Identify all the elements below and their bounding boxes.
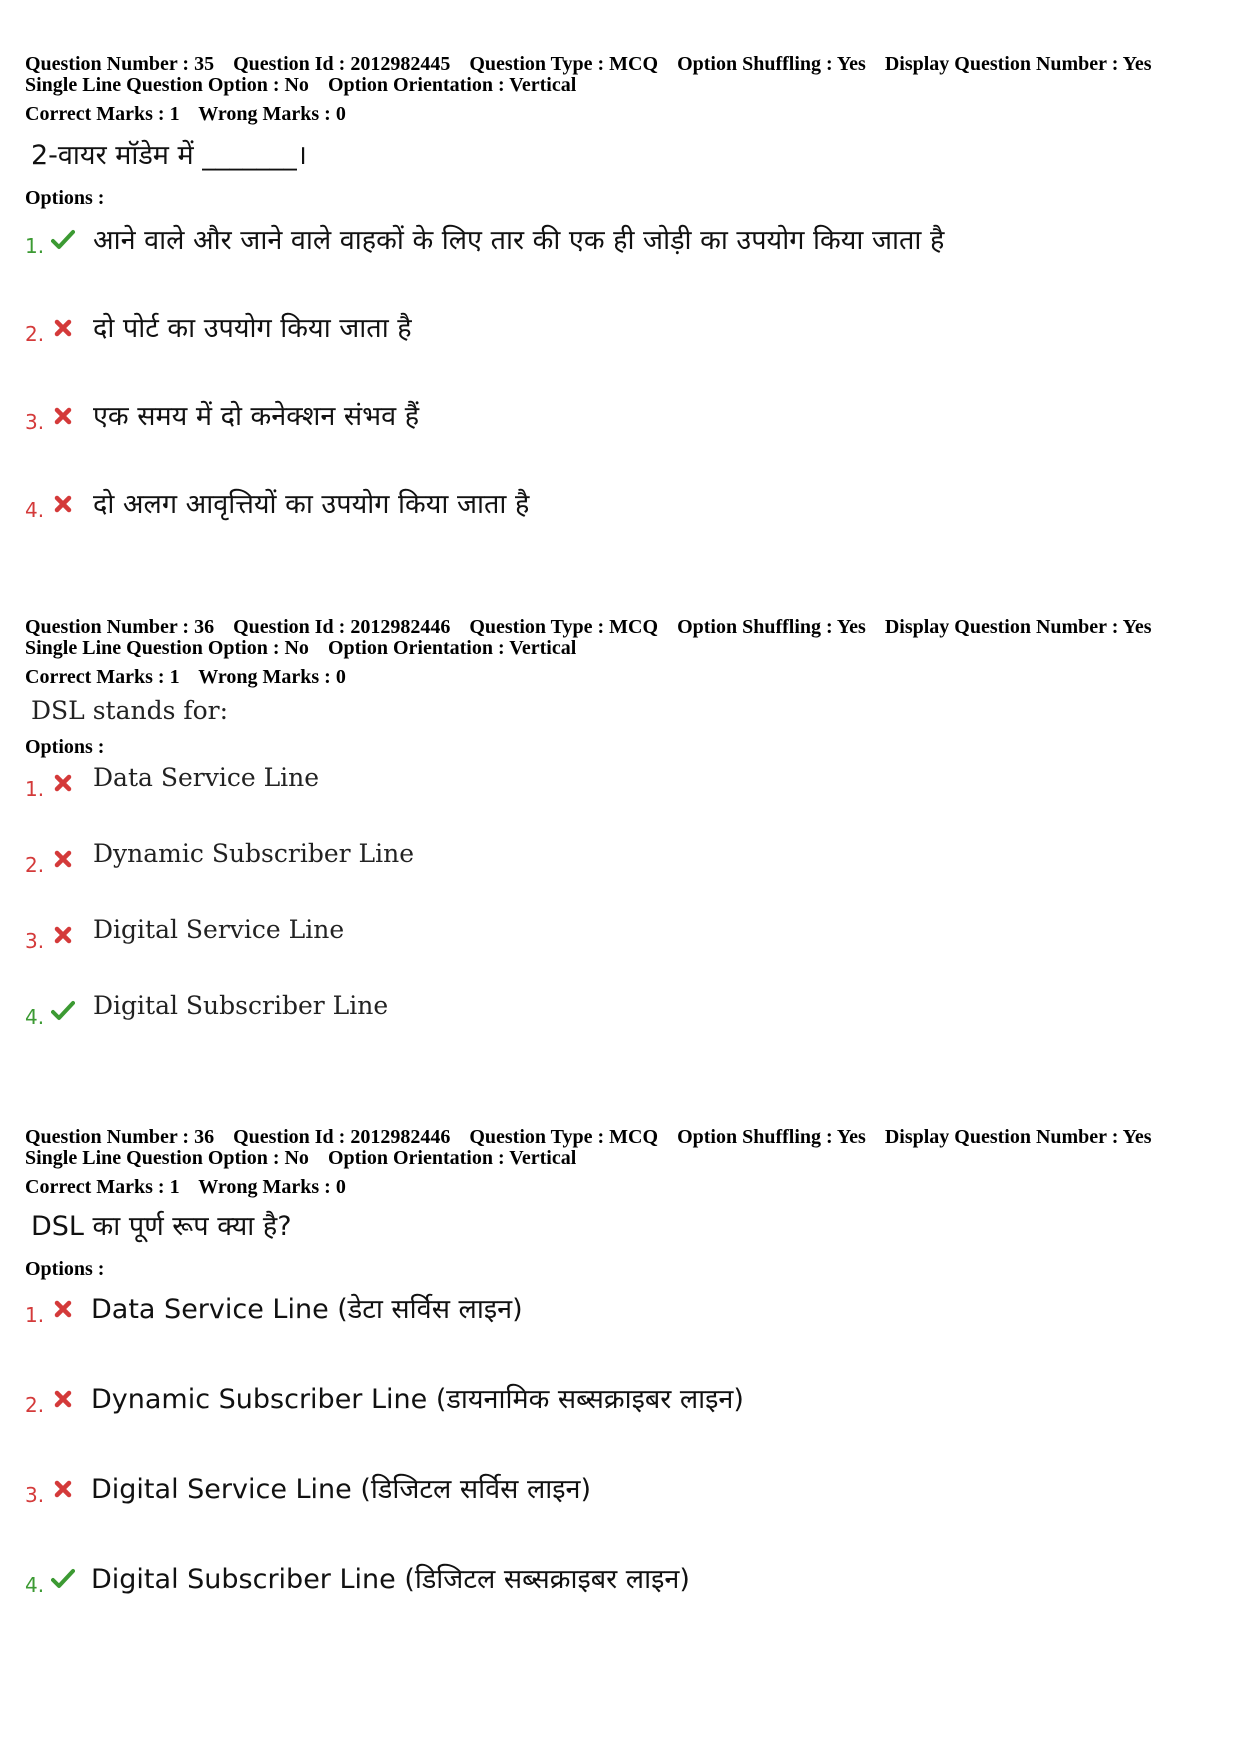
question-block-1 — [25, 54, 1215, 524]
option-text: दो अलग आवृत्तियों का उपयोग किया जाता है — [93, 489, 530, 520]
cross-mark-icon — [51, 1297, 75, 1321]
question-block-3 — [25, 1127, 1215, 1599]
check-mark-icon — [51, 228, 75, 252]
option-orientation: Option Orientation : Vertical — [327, 74, 577, 96]
option-3 — [25, 396, 1215, 436]
question-text: DSL stands for: — [31, 696, 229, 725]
option-number: 3. — [25, 410, 45, 434]
display-question-number: Display Question Number : Yes — [884, 53, 1152, 75]
options-label: Options : — [25, 736, 105, 758]
question-type: Question Type : MCQ — [469, 1126, 659, 1148]
question-meta-line-2 — [25, 1148, 1215, 1169]
question-meta-line-2 — [25, 638, 1215, 659]
option-text: Digital Subscriber Line (डिजिटल सब्सक्राइबर लाइन) — [91, 1564, 690, 1595]
option-number: 2. — [25, 322, 45, 346]
option-2 — [25, 839, 1215, 879]
option-1 — [25, 220, 1215, 260]
options-label: Options : — [25, 187, 105, 209]
wrong-marks: Wrong Marks : 0 — [198, 103, 346, 125]
options-label: Options : — [25, 1258, 105, 1280]
option-4 — [25, 484, 1215, 524]
display-question-number: Display Question Number : Yes — [884, 1126, 1152, 1148]
option-1 — [25, 1289, 1215, 1329]
display-question-number: Display Question Number : Yes — [884, 616, 1152, 638]
cross-mark-icon — [51, 492, 75, 516]
option-text: दो पोर्ट का उपयोग किया जाता है — [93, 313, 412, 344]
correct-marks: Correct Marks : 1 — [25, 1176, 180, 1198]
option-number: 4. — [25, 1005, 45, 1029]
question-text: DSL का पूर्ण रूप क्या है? — [31, 1211, 292, 1242]
check-mark-icon — [51, 999, 75, 1023]
question-meta-line-1 — [25, 54, 1215, 75]
option-2 — [25, 308, 1215, 348]
question-meta-line-1 — [25, 1127, 1215, 1148]
single-line-option: Single Line Question Option : No — [25, 1147, 309, 1169]
cross-mark-icon — [51, 316, 75, 340]
wrong-marks: Wrong Marks : 0 — [198, 1176, 346, 1198]
option-3 — [25, 915, 1215, 955]
marks-line — [25, 667, 1215, 688]
option-text: Dynamic Subscriber Line (डायनामिक सब्सक्राइबर लाइन) — [91, 1384, 744, 1415]
single-line-option: Single Line Question Option : No — [25, 74, 309, 96]
single-line-option: Single Line Question Option : No — [25, 637, 309, 659]
cross-mark-icon — [51, 923, 75, 947]
option-orientation: Option Orientation : Vertical — [327, 1147, 577, 1169]
question-meta-line-2 — [25, 75, 1215, 96]
question-number: Question Number : 36 — [25, 616, 215, 638]
option-shuffling: Option Shuffling : Yes — [677, 1126, 866, 1148]
option-4 — [25, 991, 1215, 1031]
option-number: 2. — [25, 853, 45, 877]
option-text: Digital Service Line (डिजिटल सर्विस लाइन) — [91, 1474, 592, 1505]
option-text: Data Service Line — [93, 763, 320, 792]
cross-mark-icon — [51, 1387, 75, 1411]
option-text: Digital Service Line — [93, 915, 345, 944]
question-id: Question Id : 2012982446 — [233, 616, 451, 638]
option-text: Digital Subscriber Line — [93, 991, 389, 1020]
option-number: 1. — [25, 1303, 45, 1327]
option-number: 3. — [25, 1483, 45, 1507]
question-number: Question Number : 35 — [25, 53, 215, 75]
wrong-marks: Wrong Marks : 0 — [198, 666, 346, 688]
option-number: 1. — [25, 234, 45, 258]
option-1 — [25, 763, 1215, 803]
question-text: 2-वायर मॉडेम में _______। — [31, 140, 307, 171]
option-number: 4. — [25, 498, 45, 522]
option-number: 2. — [25, 1393, 45, 1417]
option-shuffling: Option Shuffling : Yes — [677, 53, 866, 75]
option-text: आने वाले और जाने वाले वाहकों के लिए तार की एक ही जोड़ी का उपयोग किया जाता है — [93, 225, 945, 256]
marks-line — [25, 104, 1215, 125]
check-mark-icon — [51, 1567, 75, 1591]
question-type: Question Type : MCQ — [469, 616, 659, 638]
question-number: Question Number : 36 — [25, 1126, 215, 1148]
option-2 — [25, 1379, 1215, 1419]
option-number: 3. — [25, 929, 45, 953]
option-text: एक समय में दो कनेक्शन संभव हैं — [93, 401, 420, 432]
marks-line — [25, 1177, 1215, 1198]
correct-marks: Correct Marks : 1 — [25, 103, 180, 125]
cross-mark-icon — [51, 771, 75, 795]
correct-marks: Correct Marks : 1 — [25, 666, 180, 688]
option-shuffling: Option Shuffling : Yes — [677, 616, 866, 638]
question-type: Question Type : MCQ — [469, 53, 659, 75]
cross-mark-icon — [51, 1477, 75, 1501]
question-block-2 — [25, 617, 1215, 1031]
question-id: Question Id : 2012982445 — [233, 53, 451, 75]
option-text: Data Service Line (डेटा सर्विस लाइन) — [91, 1294, 523, 1325]
option-4 — [25, 1559, 1215, 1599]
question-id: Question Id : 2012982446 — [233, 1126, 451, 1148]
question-meta-line-1 — [25, 617, 1215, 638]
option-text: Dynamic Subscriber Line — [93, 839, 415, 868]
cross-mark-icon — [51, 847, 75, 871]
option-number: 1. — [25, 777, 45, 801]
cross-mark-icon — [51, 404, 75, 428]
option-3 — [25, 1469, 1215, 1509]
option-number: 4. — [25, 1573, 45, 1597]
option-orientation: Option Orientation : Vertical — [327, 637, 577, 659]
